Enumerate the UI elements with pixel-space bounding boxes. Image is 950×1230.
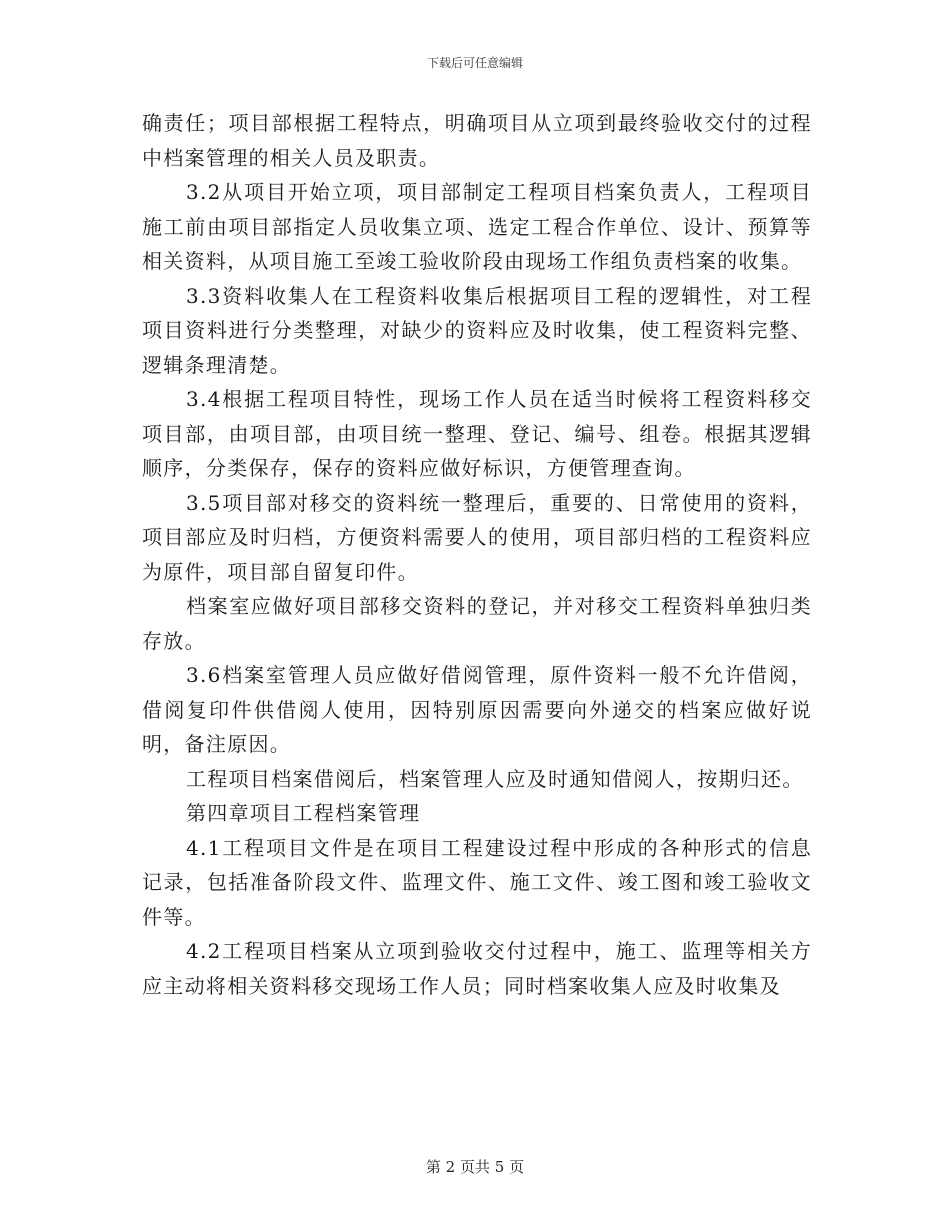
paragraph: 4.1工程项目文件是在项目工程建设过程中形成的各种形式的信息记录，包括准备阶段文件、监理文件、施工文件、竣工图和竣工验收文件等。 [142, 835, 812, 929]
paragraph: 档案室应做好项目部移交资料的登记，并对移交工程资料单独归类存放。 [142, 594, 812, 653]
paragraph: 确责任；项目部根据工程特点，明确项目从立项到最终验收交付的过程中档案管理的相关人员及职责。 [142, 111, 812, 170]
page-footer: 第 2 页共 5 页 [425, 1158, 525, 1176]
paragraph: 4.2工程项目档案从立项到验收交付过程中，施工、监理等相关方应主动将相关资料移交现场工作人员；同时档案收集人应及时收集及 [142, 939, 812, 998]
document-body [142, 106, 812, 1003]
paragraph: 3.6档案室管理人员应做好借阅管理，原件资料一般不允许借阅，借阅复印件供借阅人使用，因特别原因需要向外递交的档案应做好说明，备注原因。 [142, 663, 812, 756]
paragraph: 3.5项目部对移交的资料统一整理后，重要的、日常使用的资料，项目部应及时归档，方便资料需要人的使用，项目部归档的工程资料应为原件，项目部自留复印件。 [142, 490, 812, 584]
chapter-heading: 第四章项目工程档案管理 [186, 801, 421, 825]
paragraph: 工程项目档案借阅后，档案管理人应及时通知借阅人，按期归还。 [186, 766, 804, 791]
paragraph: 3.4根据工程项目特性，现场工作人员在适当时候将工程资料移交项目部，由项目部，由项目统一整理、登记、编号、组卷。根据其逻辑顺序，分类保存，保存的资料应做好标识，方便管理查询。 [142, 387, 812, 480]
paragraph: 3.3资料收集人在工程资料收集后根据项目工程的逻辑性，对工程项目资料进行分类整理，对缺少的资料应及时收集，使工程资料完整、逻辑条理清楚。 [142, 283, 812, 377]
paragraph: 3.2从项目开始立项，项目部制定工程项目档案负责人，工程项目施工前由项目部指定人员收集立项、选定工程合作单位、设计、预算等相关资料，从项目施工至竣工验收阶段由现场工作组负责档案的收集。 [142, 180, 812, 273]
page-header: 下载后可任意编辑 [426, 56, 523, 70]
